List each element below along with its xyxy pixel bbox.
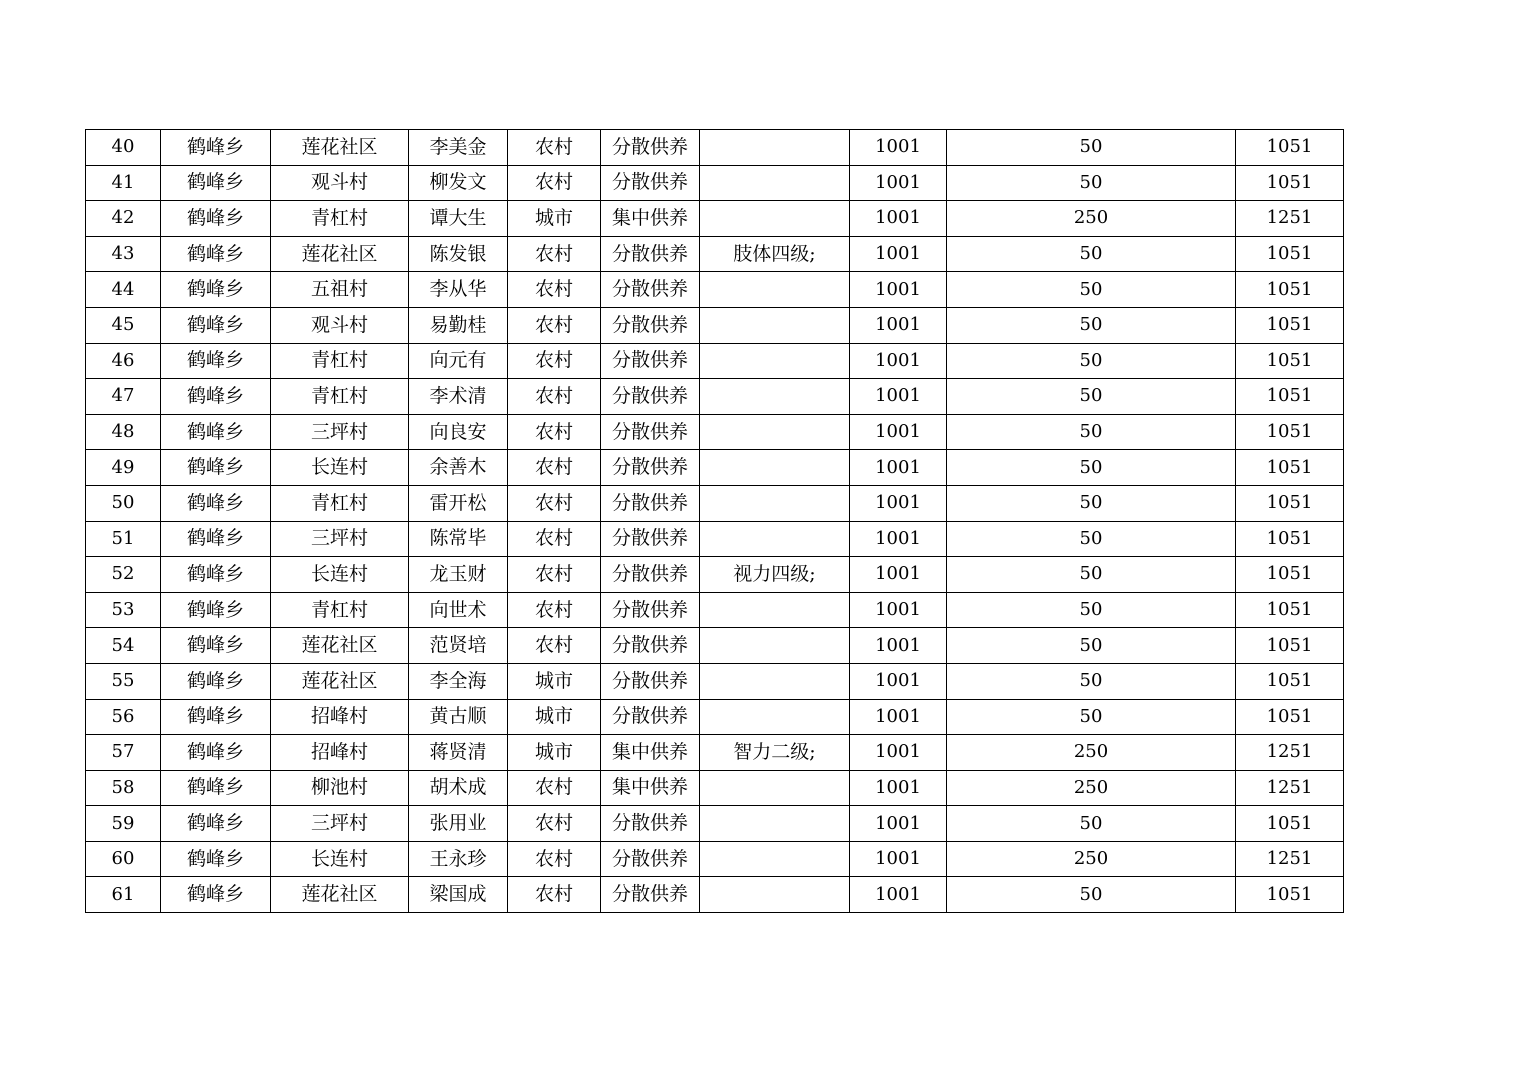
support-type-cell: 分散供养 [601, 414, 700, 450]
extra-amount-cell: 50 [947, 165, 1236, 201]
support-type-cell: 分散供养 [601, 557, 700, 593]
household-type-cell: 农村 [508, 841, 601, 877]
row-number-cell: 54 [86, 628, 161, 664]
household-type-cell: 农村 [508, 485, 601, 521]
disability-cell [700, 770, 850, 806]
base-amount-cell: 1001 [850, 343, 947, 379]
extra-amount-cell: 50 [947, 628, 1236, 664]
base-amount-cell: 1001 [850, 485, 947, 521]
support-type-cell: 分散供养 [601, 521, 700, 557]
town-cell: 鹤峰乡 [161, 770, 271, 806]
household-type-cell: 农村 [508, 379, 601, 415]
support-type-cell: 分散供养 [601, 272, 700, 308]
extra-amount-cell: 50 [947, 236, 1236, 272]
total-amount-cell: 1051 [1236, 236, 1344, 272]
table-row [86, 307, 1344, 343]
row-number-cell: 58 [86, 770, 161, 806]
household-type-cell: 农村 [508, 272, 601, 308]
support-type-cell: 分散供养 [601, 663, 700, 699]
disability-cell [700, 379, 850, 415]
extra-amount-cell: 50 [947, 557, 1236, 593]
name-cell: 龙玉财 [409, 557, 508, 593]
table-row [86, 343, 1344, 379]
disability-cell [700, 165, 850, 201]
row-number-cell: 59 [86, 806, 161, 842]
town-cell: 鹤峰乡 [161, 450, 271, 486]
name-cell: 向良安 [409, 414, 508, 450]
total-amount-cell: 1051 [1236, 165, 1344, 201]
support-type-cell: 分散供养 [601, 343, 700, 379]
base-amount-cell: 1001 [850, 272, 947, 308]
row-number-cell: 47 [86, 379, 161, 415]
table-row [86, 841, 1344, 877]
total-amount-cell: 1251 [1236, 770, 1344, 806]
name-cell: 李从华 [409, 272, 508, 308]
disability-cell [700, 307, 850, 343]
total-amount-cell: 1051 [1236, 628, 1344, 664]
table-row [86, 379, 1344, 415]
household-type-cell: 城市 [508, 663, 601, 699]
village-cell: 五祖村 [271, 272, 409, 308]
household-type-cell: 农村 [508, 628, 601, 664]
town-cell: 鹤峰乡 [161, 236, 271, 272]
base-amount-cell: 1001 [850, 770, 947, 806]
table-row [86, 806, 1344, 842]
support-type-cell: 分散供养 [601, 379, 700, 415]
village-cell: 青杠村 [271, 201, 409, 237]
village-cell: 招峰村 [271, 735, 409, 771]
disability-cell: 视力四级; [700, 557, 850, 593]
disability-cell [700, 841, 850, 877]
name-cell: 雷开松 [409, 485, 508, 521]
village-cell: 长连村 [271, 557, 409, 593]
name-cell: 陈发银 [409, 236, 508, 272]
base-amount-cell: 1001 [850, 592, 947, 628]
town-cell: 鹤峰乡 [161, 414, 271, 450]
total-amount-cell: 1051 [1236, 450, 1344, 486]
name-cell: 梁国成 [409, 877, 508, 913]
disability-cell [700, 699, 850, 735]
disability-cell [700, 663, 850, 699]
base-amount-cell: 1001 [850, 841, 947, 877]
total-amount-cell: 1051 [1236, 130, 1344, 166]
extra-amount-cell: 50 [947, 806, 1236, 842]
data-table [85, 129, 1344, 913]
household-type-cell: 城市 [508, 699, 601, 735]
support-type-cell: 分散供养 [601, 130, 700, 166]
row-number-cell: 50 [86, 485, 161, 521]
household-type-cell: 城市 [508, 201, 601, 237]
town-cell: 鹤峰乡 [161, 699, 271, 735]
row-number-cell: 60 [86, 841, 161, 877]
disability-cell [700, 450, 850, 486]
name-cell: 张用业 [409, 806, 508, 842]
village-cell: 招峰村 [271, 699, 409, 735]
table-row [86, 521, 1344, 557]
row-number-cell: 41 [86, 165, 161, 201]
extra-amount-cell: 50 [947, 485, 1236, 521]
base-amount-cell: 1001 [850, 628, 947, 664]
extra-amount-cell: 250 [947, 201, 1236, 237]
total-amount-cell: 1051 [1236, 485, 1344, 521]
town-cell: 鹤峰乡 [161, 165, 271, 201]
base-amount-cell: 1001 [850, 735, 947, 771]
base-amount-cell: 1001 [850, 414, 947, 450]
row-number-cell: 51 [86, 521, 161, 557]
base-amount-cell: 1001 [850, 236, 947, 272]
total-amount-cell: 1051 [1236, 557, 1344, 593]
village-cell: 莲花社区 [271, 130, 409, 166]
village-cell: 莲花社区 [271, 663, 409, 699]
extra-amount-cell: 250 [947, 735, 1236, 771]
table-row [86, 699, 1344, 735]
support-type-cell: 分散供养 [601, 165, 700, 201]
name-cell: 向世术 [409, 592, 508, 628]
village-cell: 莲花社区 [271, 628, 409, 664]
town-cell: 鹤峰乡 [161, 343, 271, 379]
extra-amount-cell: 250 [947, 770, 1236, 806]
town-cell: 鹤峰乡 [161, 521, 271, 557]
extra-amount-cell: 50 [947, 130, 1236, 166]
support-type-cell: 集中供养 [601, 735, 700, 771]
disability-cell [700, 201, 850, 237]
support-type-cell: 集中供养 [601, 770, 700, 806]
extra-amount-cell: 50 [947, 272, 1236, 308]
table-row [86, 272, 1344, 308]
row-number-cell: 55 [86, 663, 161, 699]
village-cell: 莲花社区 [271, 877, 409, 913]
row-number-cell: 61 [86, 877, 161, 913]
base-amount-cell: 1001 [850, 806, 947, 842]
total-amount-cell: 1051 [1236, 307, 1344, 343]
village-cell: 青杠村 [271, 379, 409, 415]
support-type-cell: 分散供养 [601, 592, 700, 628]
row-number-cell: 53 [86, 592, 161, 628]
town-cell: 鹤峰乡 [161, 379, 271, 415]
total-amount-cell: 1051 [1236, 663, 1344, 699]
total-amount-cell: 1251 [1236, 735, 1344, 771]
base-amount-cell: 1001 [850, 877, 947, 913]
household-type-cell: 城市 [508, 735, 601, 771]
total-amount-cell: 1051 [1236, 592, 1344, 628]
support-type-cell: 分散供养 [601, 806, 700, 842]
total-amount-cell: 1051 [1236, 379, 1344, 415]
village-cell: 柳池村 [271, 770, 409, 806]
table-row [86, 628, 1344, 664]
base-amount-cell: 1001 [850, 557, 947, 593]
support-type-cell: 分散供养 [601, 628, 700, 664]
table-row [86, 485, 1344, 521]
total-amount-cell: 1051 [1236, 343, 1344, 379]
base-amount-cell: 1001 [850, 130, 947, 166]
base-amount-cell: 1001 [850, 450, 947, 486]
row-number-cell: 57 [86, 735, 161, 771]
total-amount-cell: 1051 [1236, 699, 1344, 735]
name-cell: 向元有 [409, 343, 508, 379]
row-number-cell: 40 [86, 130, 161, 166]
village-cell: 莲花社区 [271, 236, 409, 272]
base-amount-cell: 1001 [850, 165, 947, 201]
support-type-cell: 分散供养 [601, 307, 700, 343]
household-type-cell: 农村 [508, 450, 601, 486]
household-type-cell: 农村 [508, 343, 601, 379]
table-row [86, 877, 1344, 913]
row-number-cell: 45 [86, 307, 161, 343]
base-amount-cell: 1001 [850, 663, 947, 699]
household-type-cell: 农村 [508, 130, 601, 166]
town-cell: 鹤峰乡 [161, 877, 271, 913]
total-amount-cell: 1051 [1236, 272, 1344, 308]
row-number-cell: 46 [86, 343, 161, 379]
table-row [86, 201, 1344, 237]
disability-cell [700, 877, 850, 913]
table-row [86, 414, 1344, 450]
household-type-cell: 农村 [508, 521, 601, 557]
village-cell: 长连村 [271, 450, 409, 486]
row-number-cell: 49 [86, 450, 161, 486]
disability-cell: 智力二级; [700, 735, 850, 771]
row-number-cell: 52 [86, 557, 161, 593]
household-type-cell: 农村 [508, 770, 601, 806]
base-amount-cell: 1001 [850, 201, 947, 237]
disability-cell [700, 521, 850, 557]
town-cell: 鹤峰乡 [161, 307, 271, 343]
town-cell: 鹤峰乡 [161, 663, 271, 699]
disability-cell [700, 806, 850, 842]
total-amount-cell: 1051 [1236, 521, 1344, 557]
name-cell: 柳发文 [409, 165, 508, 201]
extra-amount-cell: 50 [947, 307, 1236, 343]
table-row [86, 236, 1344, 272]
village-cell: 青杠村 [271, 343, 409, 379]
name-cell: 李全海 [409, 663, 508, 699]
town-cell: 鹤峰乡 [161, 735, 271, 771]
town-cell: 鹤峰乡 [161, 628, 271, 664]
table-row [86, 165, 1344, 201]
village-cell: 观斗村 [271, 165, 409, 201]
disability-cell [700, 343, 850, 379]
table-row [86, 557, 1344, 593]
name-cell: 余善木 [409, 450, 508, 486]
extra-amount-cell: 50 [947, 699, 1236, 735]
support-type-cell: 分散供养 [601, 236, 700, 272]
total-amount-cell: 1251 [1236, 201, 1344, 237]
table-row [86, 592, 1344, 628]
town-cell: 鹤峰乡 [161, 201, 271, 237]
support-type-cell: 分散供养 [601, 877, 700, 913]
base-amount-cell: 1001 [850, 379, 947, 415]
town-cell: 鹤峰乡 [161, 485, 271, 521]
total-amount-cell: 1251 [1236, 841, 1344, 877]
village-cell: 长连村 [271, 841, 409, 877]
household-type-cell: 农村 [508, 592, 601, 628]
name-cell: 黄古顺 [409, 699, 508, 735]
household-type-cell: 农村 [508, 877, 601, 913]
disability-cell [700, 130, 850, 166]
disability-cell: 肢体四级; [700, 236, 850, 272]
table-row [86, 130, 1344, 166]
support-type-cell: 集中供养 [601, 201, 700, 237]
village-cell: 观斗村 [271, 307, 409, 343]
name-cell: 易勤桂 [409, 307, 508, 343]
extra-amount-cell: 50 [947, 877, 1236, 913]
village-cell: 青杠村 [271, 592, 409, 628]
extra-amount-cell: 50 [947, 521, 1236, 557]
base-amount-cell: 1001 [850, 521, 947, 557]
disability-cell [700, 592, 850, 628]
name-cell: 胡术成 [409, 770, 508, 806]
row-number-cell: 42 [86, 201, 161, 237]
row-number-cell: 48 [86, 414, 161, 450]
household-type-cell: 农村 [508, 414, 601, 450]
base-amount-cell: 1001 [850, 307, 947, 343]
village-cell: 三坪村 [271, 521, 409, 557]
extra-amount-cell: 50 [947, 414, 1236, 450]
extra-amount-cell: 50 [947, 592, 1236, 628]
town-cell: 鹤峰乡 [161, 130, 271, 166]
row-number-cell: 44 [86, 272, 161, 308]
town-cell: 鹤峰乡 [161, 557, 271, 593]
table-body [86, 130, 1344, 913]
name-cell: 范贤培 [409, 628, 508, 664]
household-type-cell: 农村 [508, 557, 601, 593]
town-cell: 鹤峰乡 [161, 841, 271, 877]
name-cell: 李美金 [409, 130, 508, 166]
row-number-cell: 43 [86, 236, 161, 272]
household-type-cell: 农村 [508, 165, 601, 201]
village-cell: 三坪村 [271, 806, 409, 842]
extra-amount-cell: 250 [947, 841, 1236, 877]
name-cell: 李术清 [409, 379, 508, 415]
base-amount-cell: 1001 [850, 699, 947, 735]
household-type-cell: 农村 [508, 806, 601, 842]
household-type-cell: 农村 [508, 307, 601, 343]
town-cell: 鹤峰乡 [161, 272, 271, 308]
household-type-cell: 农村 [508, 236, 601, 272]
total-amount-cell: 1051 [1236, 877, 1344, 913]
name-cell: 王永珍 [409, 841, 508, 877]
disability-cell [700, 628, 850, 664]
table-row [86, 450, 1344, 486]
town-cell: 鹤峰乡 [161, 806, 271, 842]
disability-cell [700, 414, 850, 450]
table-row [86, 770, 1344, 806]
name-cell: 陈常毕 [409, 521, 508, 557]
disability-cell [700, 485, 850, 521]
support-type-cell: 分散供养 [601, 450, 700, 486]
extra-amount-cell: 50 [947, 379, 1236, 415]
extra-amount-cell: 50 [947, 343, 1236, 379]
name-cell: 蒋贤清 [409, 735, 508, 771]
support-type-cell: 分散供养 [601, 699, 700, 735]
support-type-cell: 分散供养 [601, 841, 700, 877]
disability-cell [700, 272, 850, 308]
support-type-cell: 分散供养 [601, 485, 700, 521]
extra-amount-cell: 50 [947, 450, 1236, 486]
village-cell: 三坪村 [271, 414, 409, 450]
table-row [86, 735, 1344, 771]
total-amount-cell: 1051 [1236, 806, 1344, 842]
row-number-cell: 56 [86, 699, 161, 735]
name-cell: 谭大生 [409, 201, 508, 237]
extra-amount-cell: 50 [947, 663, 1236, 699]
town-cell: 鹤峰乡 [161, 592, 271, 628]
village-cell: 青杠村 [271, 485, 409, 521]
table-row [86, 663, 1344, 699]
total-amount-cell: 1051 [1236, 414, 1344, 450]
